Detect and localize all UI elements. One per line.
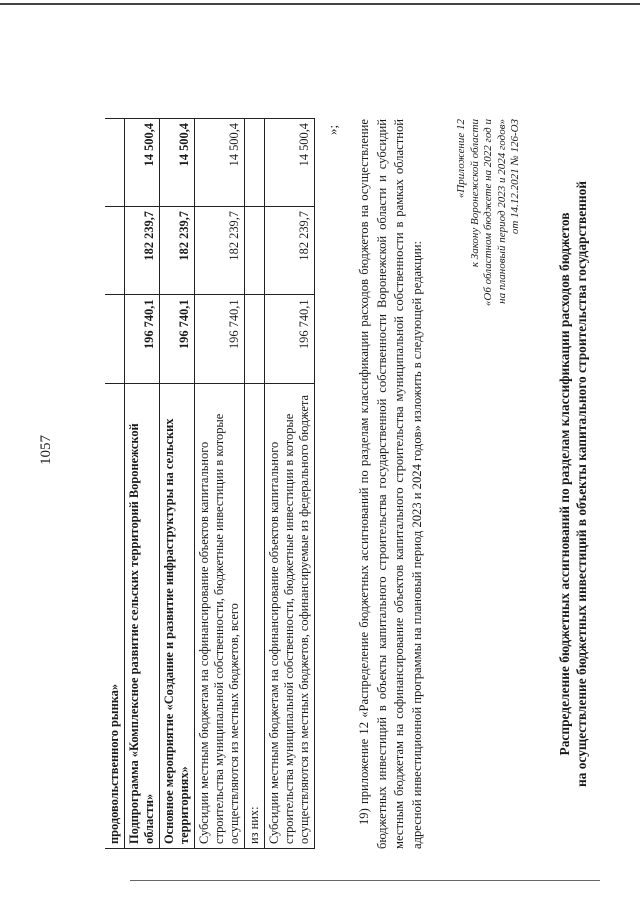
- row-name-cell: из них:: [245, 383, 265, 848]
- value-2024-cell: [245, 119, 265, 207]
- value-2024-cell: 14 500,4: [195, 119, 245, 207]
- table-row: [265, 119, 315, 849]
- table-row: [125, 119, 160, 849]
- value-2023-cell: 182 239,7: [160, 207, 195, 295]
- heading-line: Распределение бюджетных ассигнований по разделам классификации расходов бюджетов: [557, 212, 572, 756]
- value-2022-cell: [105, 295, 125, 383]
- row-name-cell: продовольственного рынка»: [105, 383, 125, 848]
- table-row: [245, 119, 265, 849]
- heading-line: на осуществление бюджетных инвестиций в объекты капитального строительства государственной: [574, 180, 589, 788]
- budget-table: [105, 118, 315, 849]
- table-row: [105, 119, 125, 849]
- value-2024-cell: 14 500,4: [160, 119, 195, 207]
- appendix-ref-line: на плановый период 2023 и 2024 годов»: [495, 119, 508, 304]
- appendix-ref-line: к Закону Воронежской области: [468, 119, 481, 268]
- value-2022-cell: 196 740,1: [265, 295, 315, 383]
- value-2022-cell: 196 740,1: [160, 295, 195, 383]
- value-2023-cell: 182 239,7: [195, 207, 245, 295]
- value-2022-cell: 196 740,1: [195, 295, 245, 383]
- value-2023-cell: 182 239,7: [265, 207, 315, 295]
- page-number: 1057: [38, 435, 54, 465]
- appendix-ref-line: от 14.12.2021 № 126-ОЗ: [509, 119, 522, 235]
- appendix-ref-line: «Приложение 12: [455, 119, 467, 199]
- appendix-heading: [556, 119, 590, 849]
- value-2023-cell: 182 239,7: [125, 207, 160, 295]
- value-2024-cell: 14 500,4: [125, 119, 160, 207]
- table-row: [160, 119, 195, 849]
- value-2024-cell: [105, 119, 125, 207]
- row-name-cell: Основное мероприятие «Создание и развитие инфраструктуры на сельских территориях»: [160, 383, 195, 848]
- value-2022-cell: [245, 295, 265, 383]
- closing-quote-mark: »;: [325, 124, 340, 135]
- value-2023-cell: [105, 207, 125, 295]
- value-2024-cell: 14 500,4: [265, 119, 315, 207]
- row-name-cell: Субсидии местным бюджетам на софинансирование объектов капитального строительства муниципальной собственности, бюджетные инвестиции в которые осуществляются из местных бюджетов, софинансируемые из федерального бюджета: [265, 383, 315, 848]
- appendix-reference: [455, 119, 523, 345]
- appendix-ref-line: «Об областном бюджете на 2022 год и: [482, 119, 495, 307]
- table-row: [195, 119, 245, 849]
- value-2023-cell: [245, 207, 265, 295]
- value-2022-cell: 196 740,1: [125, 295, 160, 383]
- row-name-cell: Субсидии местным бюджетам на софинансирование объектов капитального строительства муниципальной собственности, бюджетные инвестиции в которые осуществляются из местных бюджетов, всего: [195, 383, 245, 848]
- row-name-cell: Подпрограмма «Комплексное развитие сельских территорий Воронежской области»: [125, 383, 160, 848]
- amendment-paragraph: 19) приложение 12 «Распределение бюджетных ассигнований по разделам классификации расходов бюджетов на осуществление бюджетных инвестиций в объекты капитального строительства государственной собственности Воронежской области и субсидий местным бюджетам на софинансирование объектов капитального строительства муниципальной собственности в рамках областной адресной инвестиционной программы на плановый период 2023 и 2024 годов» изложить в следующей редакции:: [357, 119, 424, 849]
